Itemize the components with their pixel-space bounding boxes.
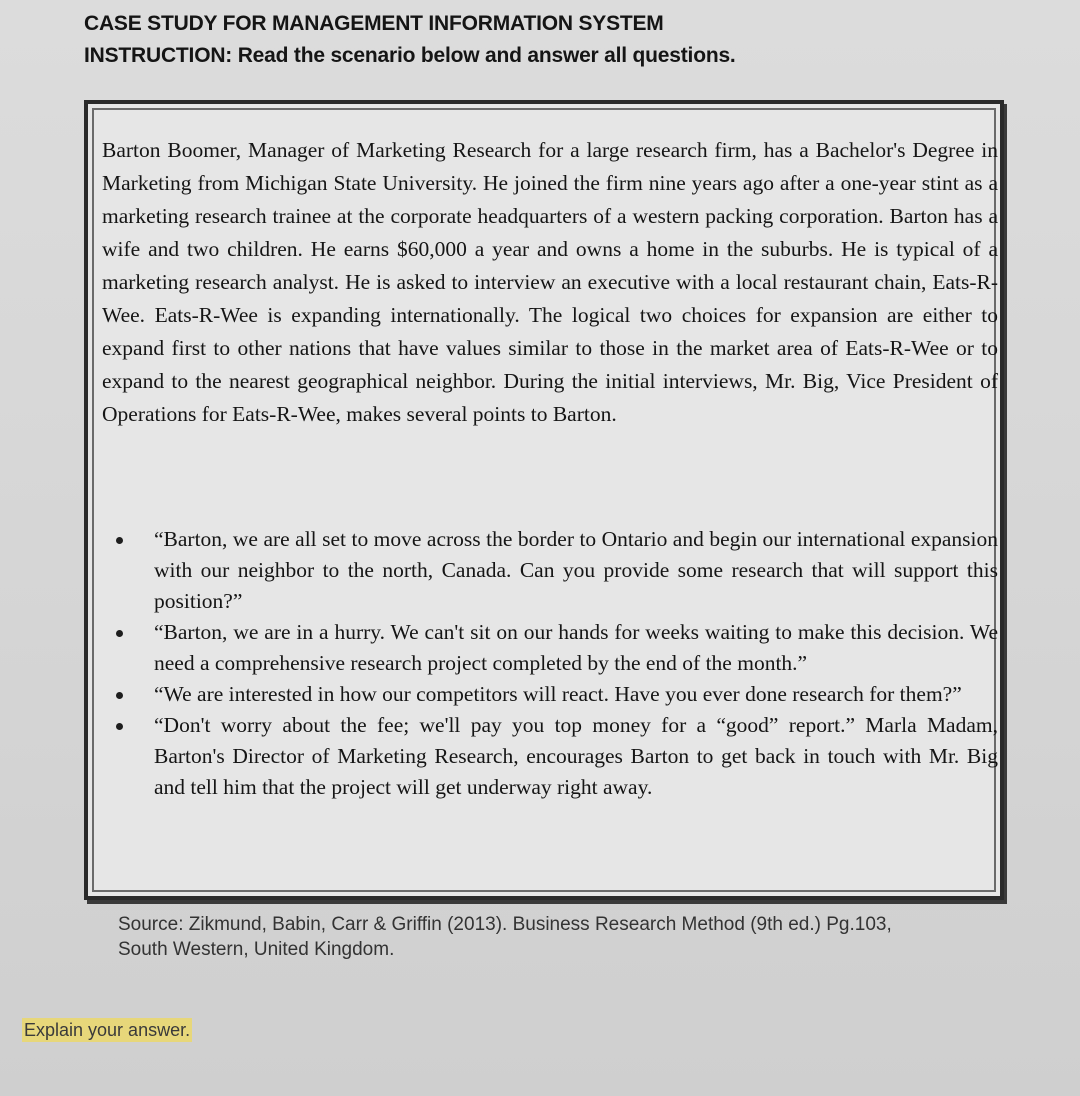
bullet-icon [116,692,123,699]
bullet-icon [116,630,123,637]
document-title: CASE STUDY FOR MANAGEMENT INFORMATION SYSTEM [84,12,664,35]
quote-list [106,524,998,803]
bullet-icon [116,723,123,730]
case-study-box [84,100,1004,900]
quote-text: “Barton, we are all set to move across the border to Ontario and begin our international expansion with our neighbor to the north, Canada. Can you provide some research that will support this position?” [154,527,998,613]
case-study-inner-border [92,108,996,892]
document-header [84,8,984,72]
list-item [106,524,998,617]
instruction-text: INSTRUCTION: Read the scenario below and answer all questions. [84,44,736,67]
source-citation [118,912,998,962]
list-item [106,710,998,803]
explain-answer-label: Explain your answer. [24,1020,191,1040]
quote-text: “Barton, we are in a hurry. We can't sit on our hands for weeks waiting to make this decision. We need a comprehensive research project completed by the end of the month.” [154,620,998,675]
list-item [106,617,998,679]
source-line-1: Source: Zikmund, Babin, Carr & Griffin (2013). Business Research Method (9th ed.) Pg.103, [118,914,892,935]
source-line-2: South Western, United Kingdom. [118,939,395,960]
list-item [106,679,998,710]
bullet-icon [116,537,123,544]
scenario-paragraph: Barton Boomer, Manager of Marketing Research for a large research firm, has a Bachelor's Degree in Marketing from Michigan State University. He joined the firm nine years ago after a one-year stint as a marketing research trainee at the corporate headquarters of a western packing corporation. Barton has a wife and two children. He earns $60,000 a year and owns a home in the suburbs. He is typical of a marketing research analyst. He is asked to interview an executive with a local restaurant chain, Eats-R-Wee. Eats-R-Wee is expanding internationally. The logical two choices for expansion are either to expand first to other nations that have values similar to those in the market area of Eats-R-Wee or to expand to the nearest geographical neighbor. During the initial interviews, Mr. Big, Vice President of Operations for Eats-R-Wee, makes several points to Barton. [102,138,998,426]
quote-text: “We are interested in how our competitors will react. Have you ever done research for them?” [154,682,962,706]
quote-text: “Don't worry about the fee; we'll pay you top money for a “good” report.” Marla Madam, Barton's Director of Marketing Research, encourages Barton to get back in touch with Mr. Big and tell him that the project will get underway right away. [154,713,998,799]
